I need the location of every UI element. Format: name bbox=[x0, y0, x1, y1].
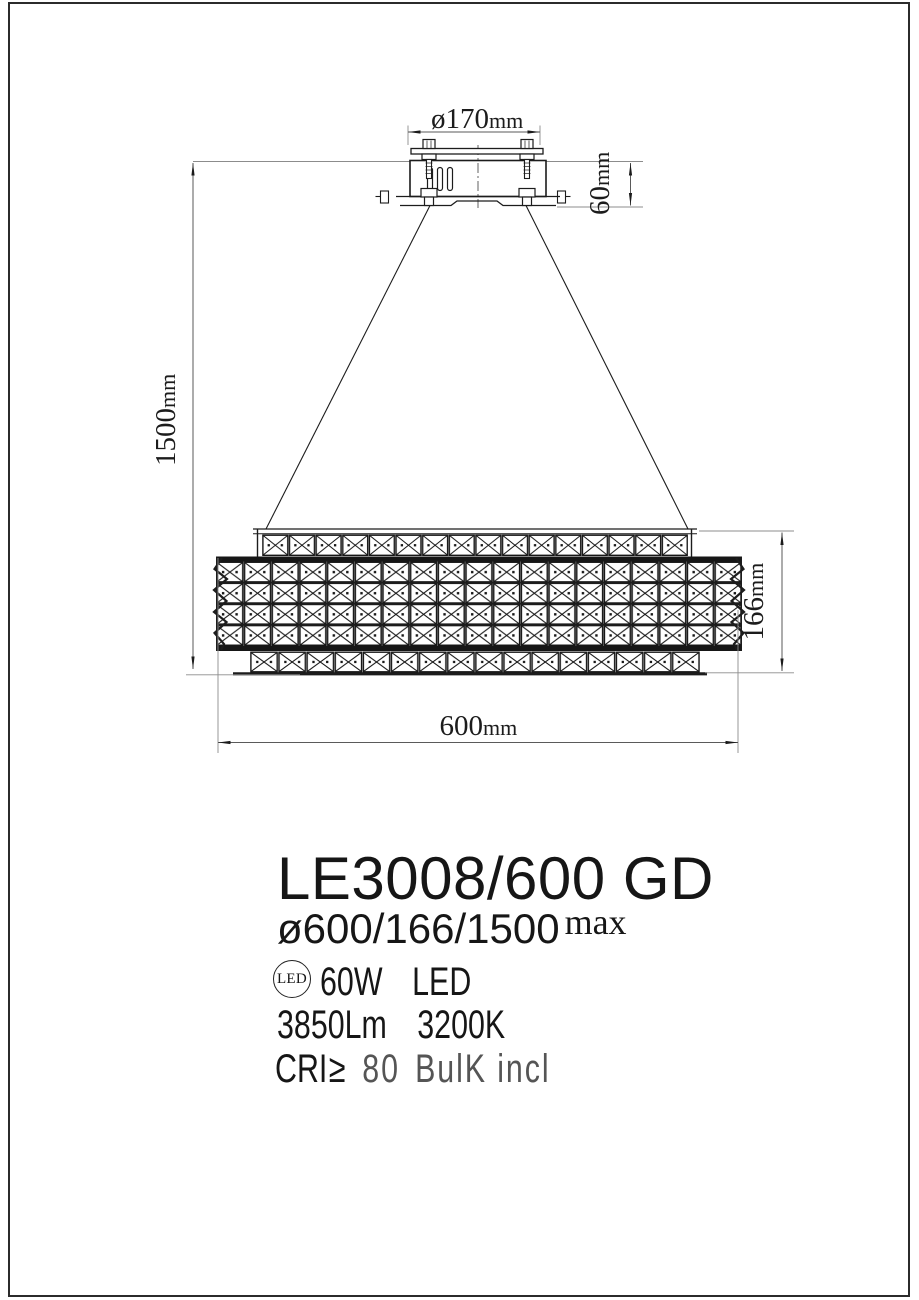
bulb-included-note: BulK incl bbox=[415, 1047, 551, 1091]
main-crystal-drum bbox=[214, 557, 744, 652]
size-spec-line bbox=[277, 902, 627, 952]
body-height-value: 166 bbox=[738, 597, 770, 641]
led-badge-label: LED bbox=[276, 970, 308, 987]
dimension-canopy-diameter bbox=[408, 103, 540, 145]
upper-crystal-ring bbox=[253, 529, 697, 557]
suspension-length-value: 1500 bbox=[150, 408, 182, 466]
canopy-diameter-unit: mm bbox=[489, 108, 524, 133]
canopy-height-value: 60 bbox=[584, 186, 616, 215]
lower-crystal-ring bbox=[233, 652, 707, 674]
greater-equal-symbol: ≥ bbox=[328, 1047, 346, 1091]
chandelier-body bbox=[214, 529, 744, 674]
power-value: 60W bbox=[320, 960, 383, 1004]
body-diameter-value: 600 bbox=[439, 710, 483, 742]
canopy-bottom-bracket bbox=[376, 189, 571, 206]
canopy-height-unit: mm bbox=[589, 151, 614, 186]
mounting-bolt-right bbox=[520, 140, 534, 179]
led-badge-icon bbox=[273, 960, 311, 998]
size-spec-max-suffix: max bbox=[564, 902, 627, 942]
canopy-diameter-value: ø170 bbox=[431, 103, 489, 135]
body-diameter-unit: mm bbox=[483, 715, 518, 740]
cri-label: CRI bbox=[275, 1047, 328, 1091]
cri-line bbox=[275, 1049, 550, 1089]
luminous-flux: 3850Lm bbox=[277, 1003, 387, 1047]
lamp-type: LED bbox=[412, 960, 472, 1004]
color-temperature: 3200K bbox=[417, 1003, 506, 1047]
cri-value: 80 bbox=[362, 1047, 400, 1091]
body-height-unit: mm bbox=[743, 562, 768, 597]
mounting-plate bbox=[411, 149, 543, 155]
size-spec: ø600/166/1500 bbox=[277, 905, 560, 952]
wattage-line bbox=[320, 962, 471, 1002]
mounting-bolt-left bbox=[422, 140, 436, 179]
suspension-length-unit: mm bbox=[155, 373, 180, 408]
suspension-wires bbox=[266, 206, 688, 530]
flux-line bbox=[277, 1005, 505, 1045]
canopy-drawing bbox=[376, 140, 571, 209]
product-model: LE3008/600 GD bbox=[277, 845, 714, 912]
